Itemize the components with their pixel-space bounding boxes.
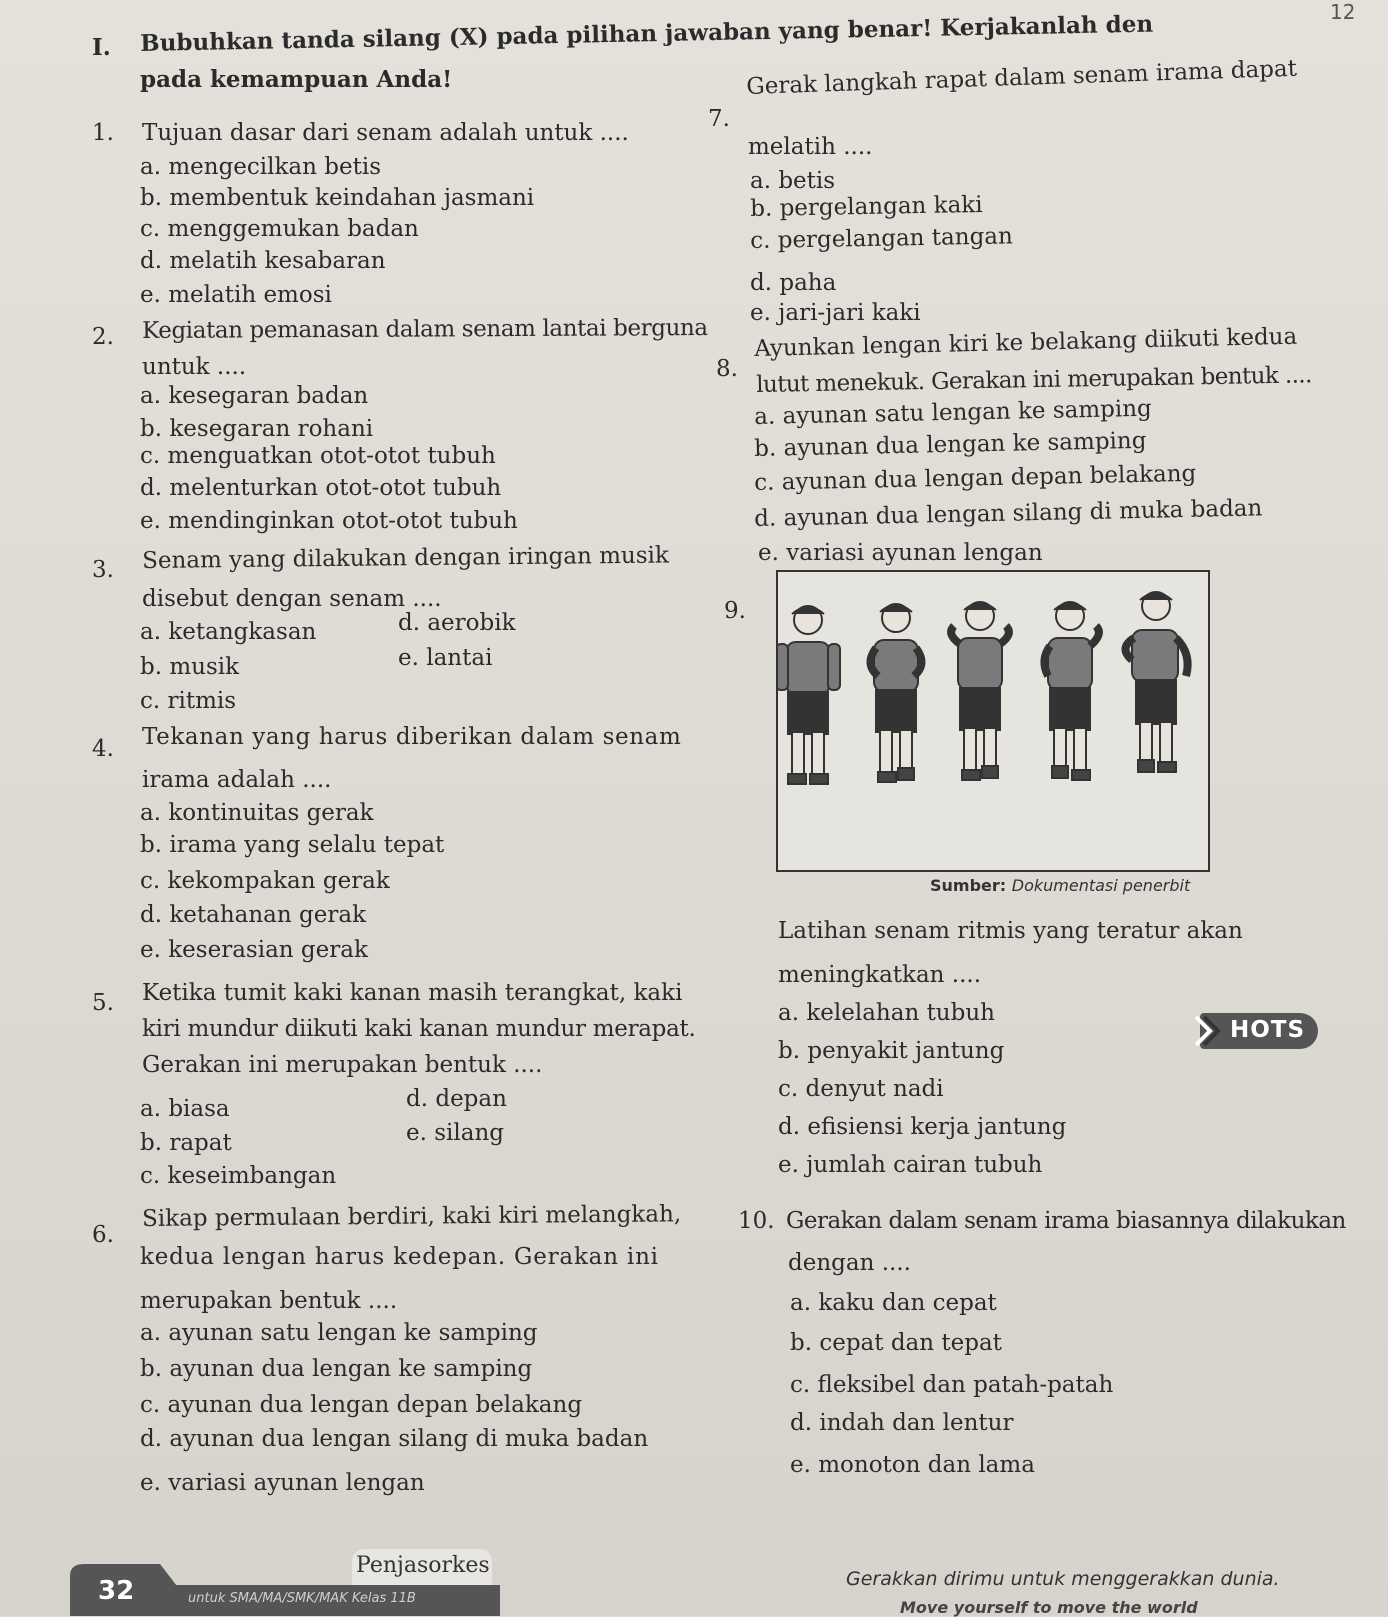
caption-source-label: Sumber: xyxy=(930,876,1007,895)
question-number: 4. xyxy=(92,736,114,762)
question-text-line-2: lutut menekuk. Gerakan ini merupakan bentuk .... xyxy=(756,362,1312,398)
footer-page-number: 32 xyxy=(98,1576,135,1606)
question-number: 6. xyxy=(92,1222,114,1248)
option-b[interactable]: b. ayunan dua lengan ke samping xyxy=(754,427,1147,462)
option-b[interactable]: b. musik xyxy=(140,654,240,680)
option-d[interactable]: d. paha xyxy=(750,270,837,296)
option-a[interactable]: a. biasa xyxy=(140,1096,230,1122)
footer-grade-text: untuk SMA/MA/SMK/MAK Kelas 11B xyxy=(188,1591,416,1606)
question-text-line-1: Senam yang dilakukan dengan iringan musik xyxy=(142,542,669,574)
option-d[interactable]: d. melenturkan otot-otot tubuh xyxy=(140,475,502,501)
option-c[interactable]: c. fleksibel dan patah-patah xyxy=(790,1372,1114,1398)
option-c[interactable]: c. keseimbangan xyxy=(140,1163,337,1189)
option-e[interactable]: e. melatih emosi xyxy=(140,282,332,308)
instruction-line-2: pada kemampuan Anda! xyxy=(140,66,453,93)
figure-5 xyxy=(1125,592,1187,772)
hots-badge xyxy=(1200,1013,1318,1049)
chevron-right-icon xyxy=(1190,1013,1226,1049)
footer-motto-english: Move yourself to move the world xyxy=(900,1598,1198,1617)
question-text-line-2: untuk .... xyxy=(142,354,247,380)
corner-page-number: 12 xyxy=(1330,0,1356,24)
option-a[interactable]: a. ayunan satu lengan ke samping xyxy=(754,395,1152,430)
option-b[interactable]: b. membentuk keindahan jasmani xyxy=(140,185,535,211)
figure-caption xyxy=(930,876,1190,895)
option-e[interactable]: e. variasi ayunan lengan xyxy=(140,1470,425,1496)
question-text-line-1: Ketika tumit kaki kanan masih terangkat, kaki xyxy=(142,980,683,1006)
question-text-line-2: meningkatkan .... xyxy=(778,962,982,988)
option-e[interactable]: e. lantai xyxy=(398,645,493,671)
question-text-line-2: kedua lengan harus kedepan. Gerakan ini xyxy=(140,1244,659,1270)
exercise-figure xyxy=(776,570,1210,872)
question-number: 5. xyxy=(92,990,114,1016)
option-c[interactable]: c. menggemukan badan xyxy=(140,216,419,242)
option-d[interactable]: d. ketahanan gerak xyxy=(140,902,367,928)
footer-motto: Gerakkan dirimu untuk menggerakkan dunia. xyxy=(846,1568,1280,1590)
option-a[interactable]: a. ketangkasan xyxy=(140,619,317,645)
option-b[interactable]: b. kesegaran rohani xyxy=(140,416,374,442)
option-a[interactable]: a. mengecilkan betis xyxy=(140,154,382,180)
question-number: 3. xyxy=(92,557,114,583)
option-c[interactable]: c. pergelangan tangan xyxy=(750,223,1014,254)
option-a[interactable]: a. kontinuitas gerak xyxy=(140,800,374,826)
question-text-line-3: merupakan bentuk .... xyxy=(140,1288,398,1314)
question-number: 10. xyxy=(738,1208,775,1234)
option-a[interactable]: a. kelelahan tubuh xyxy=(778,1000,995,1026)
option-a[interactable]: a. kesegaran badan xyxy=(140,383,369,409)
question-text-line-1: Kegiatan pemanasan dalam senam lantai berguna xyxy=(142,315,708,344)
question-text-line-1: Tekanan yang harus diberikan dalam senam xyxy=(142,724,682,750)
question-text-line-2: kiri mundur diikuti kaki kanan mundur merapat. xyxy=(142,1016,696,1042)
option-b[interactable]: b. pergelangan kaki xyxy=(750,191,983,222)
figure-1 xyxy=(778,606,840,784)
option-e[interactable]: e. silang xyxy=(406,1120,504,1146)
caption-source-text: Dokumentasi penerbit xyxy=(1011,876,1191,895)
section-number: I. xyxy=(92,34,111,61)
gymnasts-illustration xyxy=(778,572,1208,870)
question-number: 9. xyxy=(724,598,746,624)
option-e[interactable]: e. jari-jari kaki xyxy=(750,300,921,326)
option-e[interactable]: e. jumlah cairan tubuh xyxy=(778,1152,1043,1178)
question-text-line-1: Ayunkan lengan kiri ke belakang diikuti kedua xyxy=(754,323,1298,362)
option-b[interactable]: b. cepat dan tepat xyxy=(790,1330,1002,1356)
option-b[interactable]: b. irama yang selalu tepat xyxy=(140,832,445,858)
option-d[interactable]: d. efisiensi kerja jantung xyxy=(778,1114,1067,1140)
footer-band xyxy=(170,1585,500,1616)
option-b[interactable]: b. rapat xyxy=(140,1130,232,1156)
footer-subject-tab xyxy=(352,1549,492,1585)
figure-3 xyxy=(951,602,1009,780)
question-text-line-1: Gerak langkah rapat dalam senam irama dapat xyxy=(746,55,1298,100)
option-d[interactable]: d. melatih kesabaran xyxy=(140,248,386,274)
instruction-line-1: Bubuhkan tanda silang (X) pada pilihan jawaban yang benar! Kerjakanlah den xyxy=(140,10,1154,57)
question-text-line-3: Gerakan ini merupakan bentuk .... xyxy=(142,1052,543,1078)
option-c[interactable]: c. ayunan dua lengan depan belakang xyxy=(754,460,1197,496)
option-c[interactable]: c. ayunan dua lengan depan belakang xyxy=(140,1392,583,1418)
option-a[interactable]: a. kaku dan cepat xyxy=(790,1290,997,1316)
figure-4 xyxy=(1044,602,1098,780)
question-text-line-2: dengan .... xyxy=(788,1250,911,1276)
option-e[interactable]: e. keserasian gerak xyxy=(140,937,368,963)
option-c[interactable]: c. ritmis xyxy=(140,688,237,714)
option-a[interactable]: a. betis xyxy=(750,168,836,194)
question-text-line-1: Latihan senam ritmis yang teratur akan xyxy=(778,918,1243,944)
question-text: Tujuan dasar dari senam adalah untuk .... xyxy=(142,120,629,146)
option-d[interactable]: d. aerobik xyxy=(398,610,516,636)
option-e[interactable]: e. mendinginkan otot-otot tubuh xyxy=(140,508,518,534)
option-c[interactable]: c. denyut nadi xyxy=(778,1076,944,1102)
option-e[interactable]: e. monoton dan lama xyxy=(790,1452,1035,1478)
option-b[interactable]: b. penyakit jantung xyxy=(778,1038,1005,1064)
option-c[interactable]: c. menguatkan otot-otot tubuh xyxy=(140,443,496,469)
option-b[interactable]: b. ayunan dua lengan ke samping xyxy=(140,1356,533,1382)
question-text-line-2: disebut dengan senam .... xyxy=(142,586,442,612)
option-c[interactable]: c. kekompakan gerak xyxy=(140,868,390,894)
question-text-line-1: Sikap permulaan berdiri, kaki kiri melangkah, xyxy=(142,1201,682,1232)
question-text-line-2: melatih .... xyxy=(748,134,873,160)
option-a[interactable]: a. ayunan satu lengan ke samping xyxy=(140,1320,538,1346)
option-d[interactable]: d. ayunan dua lengan silang di muka badan xyxy=(140,1426,649,1452)
question-number: 8. xyxy=(716,356,738,382)
footer-subject: Penjasorkes xyxy=(356,1553,490,1578)
figure-2 xyxy=(870,604,921,782)
option-d[interactable]: d. depan xyxy=(406,1086,507,1112)
question-number: 7. xyxy=(708,106,730,132)
question-number: 2. xyxy=(92,324,114,350)
option-e[interactable]: e. variasi ayunan lengan xyxy=(758,540,1043,566)
question-text-line-1: Gerakan dalam senam irama biasannya dilakukan xyxy=(786,1208,1346,1234)
question-text-line-2: irama adalah .... xyxy=(142,767,332,793)
hots-label: HOTS xyxy=(1230,1017,1306,1043)
option-d[interactable]: d. ayunan dua lengan silang di muka badan xyxy=(754,495,1263,532)
option-d[interactable]: d. indah dan lentur xyxy=(790,1410,1014,1436)
question-number: 1. xyxy=(92,120,114,146)
